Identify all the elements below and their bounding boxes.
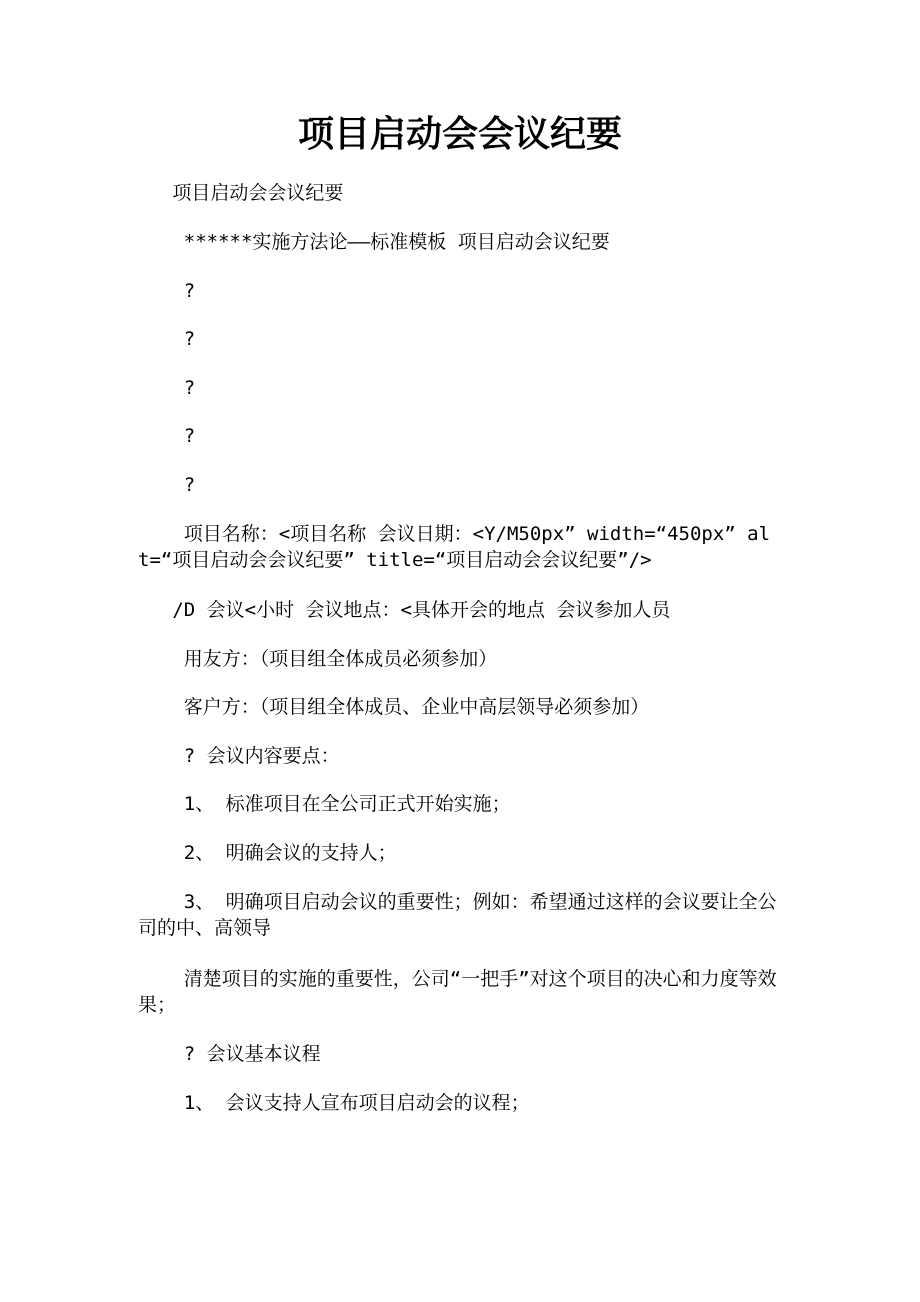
paragraph-content-heading: ? 会议内容要点： [138, 745, 340, 767]
paragraph-yonyou-side: 用友方：（项目组全体成员必须参加） [138, 648, 498, 670]
paragraph-subtitle: 项目启动会会议纪要 [138, 182, 344, 204]
paragraph-agenda-heading: ? 会议基本议程 [138, 1043, 321, 1065]
paragraph-meeting-details: /D 会议<小时 会议地点：<具体开会的地点 会议参加人员 [138, 599, 671, 621]
paragraph-methodology: ******实施方法论——标准模板 项目启动会议纪要 [138, 231, 610, 253]
paragraph-placeholder: ? [138, 328, 196, 350]
paragraph-placeholder: ? [138, 474, 196, 496]
paragraph-agenda-item-1: 1、 会议支持人宣布项目启动会的议程； [138, 1092, 530, 1114]
paragraph-placeholder: ? [138, 280, 196, 302]
paragraph-item-3: 3、 明确项目启动会议的重要性；例如：希望通过这样的会议要让全公司的中、高领导 [138, 891, 777, 939]
paragraph-project-name: 项目名称：<项目名称 会议日期：<Y/M50px” width=“450px” alt=“项目启动会会议纪要” title=“项目启动会会议纪要”/> [138, 523, 771, 571]
paragraph-item-2: 2、 明确会议的支持人； [138, 842, 397, 864]
paragraph-placeholder: ? [138, 425, 196, 447]
paragraph-item-1: 1、 标准项目在全公司正式开始实施； [138, 793, 511, 815]
paragraph-item-3-continued: 清楚项目的实施的重要性，公司“一把手”对这个项目的决心和力度等效果； [138, 968, 777, 1016]
paragraph-placeholder: ? [138, 377, 196, 399]
document-title: 项目启动会会议纪要 [297, 113, 622, 155]
paragraph-client-side: 客户方：（项目组全体成员、企业中高层领导必须参加） [138, 696, 650, 718]
